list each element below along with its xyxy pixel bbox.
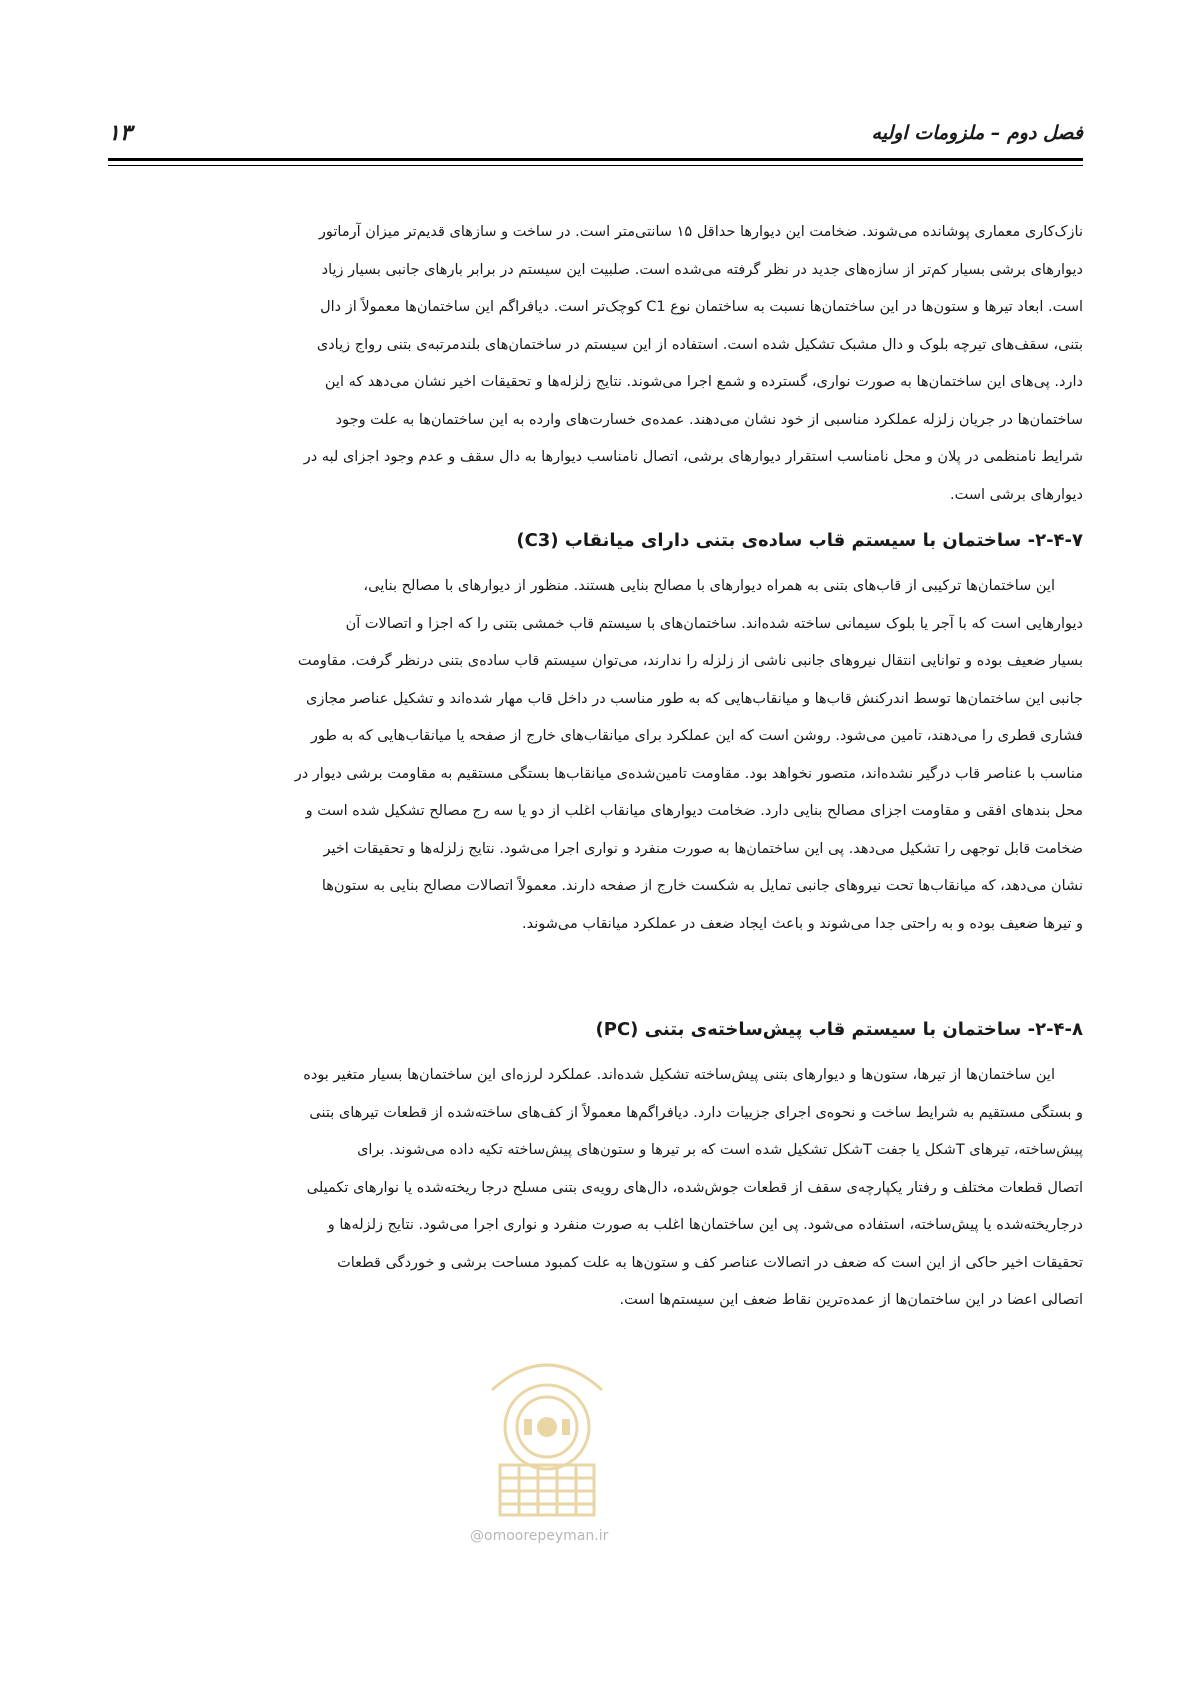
paragraph-line: دیوارهای برشی است.	[950, 486, 1083, 503]
paragraph-line: بسیار ضعیف بوده و توانایی انتقال نیروهای جانبی ناشی از زلزله را ندارند، می‌توان سیستم قاب ساده‌ی بتنی درنظر گرفت. مقاومت	[297, 653, 1083, 669]
paragraph-line: ساختمان‌ها در جریان زلزله عملکرد مناسبی از خود نشان می‌دهند. عمده‌ی خسارت‌های وارده به این ساختمان‌ها به علت وجود	[335, 411, 1083, 428]
paragraph-line: ضخامت قابل توجهی را تشکیل می‌دهد. پی این ساختمان‌ها به صورت منفرد و نواری اجرا می‌شود. نتایج زلزله‌ها و تحقیقات اخیر	[323, 840, 1083, 857]
paragraph-line: تحقیقات اخیر حاکی از این است که ضعف در اتصالات عناصر کف و ستون‌ها به علت کمبود مساحت برشی و خوردگی قطعات	[337, 1254, 1083, 1271]
paragraph-line: دارد. پی‌های این ساختمان‌ها به صورت نواری، گسترده و شمع اجرا می‌شوند. نتایج زلزله‌ها و تحقیقات اخیر نشان می‌دهد که این	[324, 374, 1083, 390]
page-header	[108, 112, 1083, 154]
paragraph-line: و تیرها ضعیف بوده و به راحتی جدا می‌شوند و باعث ایجاد ضعف در عملکرد میانقاب می‌شوند.	[522, 915, 1083, 932]
watermark-url	[470, 1528, 670, 1544]
paragraph-line: اتصال قطعات مختلف و رفتار یکپارچه‌ی سقف از قطعات جوش‌شده، دال‌های رویه‌ی بتنی مسلح درجا ریخته‌شده یا نوارهای تکمیلی	[306, 1179, 1083, 1196]
at-icon: @	[470, 1528, 484, 1544]
paragraph-line: درجاریخته‌شده یا پیش‌ساخته، استفاده می‌شود. پی این ساختمان‌ها اغلب به صورت منفرد و نواری اجرا می‌شود. نتایج زلزله‌ها و	[327, 1217, 1083, 1233]
paragraph-line: بتنی، سقف‌های تیرچه بلوک و دال مشبک تشکیل شده است. استفاده از این سیستم در ساختمان‌های بلندمرتبه‌ی بتنی رواج زیادی	[316, 336, 1083, 353]
section-gap	[108, 943, 1083, 1003]
header-rule-thin	[108, 165, 1083, 166]
page-number: ۱۳	[108, 120, 132, 146]
paragraph-line: این ساختمان‌ها از تیرها، ستون‌ها و دیوارهای بتنی پیش‌ساخته تشکیل شده‌اند. عملکرد لرزه‌ای این ساختمان‌ها بسیار متغیر بوده	[303, 1067, 1055, 1083]
paragraph-line: است. ابعاد تیرها و ستون‌ها در این ساختمان‌ها نسبت به ساختمان نوع C1 کوچک‌تر است. دیافراگم این ساختمان‌ها معمولاً از دال	[320, 299, 1083, 315]
page-content	[108, 214, 1083, 1320]
paragraph-line: نشان می‌دهد، که میانقاب‌ها تحت نیروهای جانبی تمایل به شکست خارج از صفحه دارند. معمولاً اتصالات مصالح بنایی به ستون‌ها	[321, 878, 1083, 894]
paragraph-line: نازک‌کاری معماری پوشانده می‌شوند. ضخامت این دیوارها حداقل ۱۵ سانتی‌متر است. در ساخت و سازهای قدیم‌تر میزان آرماتور	[318, 224, 1083, 240]
paragraph-line: این ساختمان‌ها ترکیبی از قاب‌های بتنی به همراه دیوارهای با مصالح بنایی هستند. منظور از دیوارهای با مصالح بنایی،	[363, 578, 1055, 594]
paragraph-line: اتصالی اعضا در این ساختمان‌ها از عمده‌ترین نقاط ضعف این سیستم‌ها است.	[619, 1292, 1083, 1308]
section-heading-c3: ۲-۴-۷- ساختمان با سیستم قاب ساده‌ی بتنی دارای میانقاب (C3)	[516, 530, 1083, 551]
paragraph-line: فشاری قطری را می‌دهند، تامین می‌شود. روشن است که این عملکرد برای میانقاب‌های خارج از صفحه یا میانقاب‌هایی که به طور	[310, 728, 1083, 744]
header-rule-thick	[108, 158, 1083, 161]
paragraph-line: دیوارهایی است که با آجر یا بلوک سیمانی ساخته شده‌اند. ساختمان‌های با سیستم قاب خمشی بتنی را که اجزا و اتصالات آن	[345, 615, 1083, 632]
paragraph-line: و بستگی مستقیم به شرایط ساخت و نحوه‌ی اجرای جزییات دارد. دیافراگم‌ها معمولاً از کف‌های ساخته‌شده از قطعات تیرهای بتنی	[309, 1104, 1083, 1121]
chapter-title: فصل دوم – ملزومات اولیه	[871, 122, 1083, 144]
paragraph-line: دیوارهای برشی بسیار کم‌تر از سازه‌های جدید در نظر گرفته می‌شده است. صلبیت این سیستم در برابر بارهای جانبی بسیار زیاد	[321, 261, 1083, 278]
section-heading-pc: ۲-۴-۸- ساختمان با سیستم قاب پیش‌ساخته‌ی بتنی (PC)	[595, 1019, 1083, 1040]
paragraph-line: مناسب با عناصر قاب درگیر نشده‌اند، متصور نخواهد بود. مقاومت تامین‌شده‌ی میانقاب‌ها بستگی مستقیم به مقاومت برشی دیوار در	[294, 765, 1083, 782]
watermark-seal-logo	[472, 1335, 622, 1520]
paragraph-line: شرایط نامنظمی در پلان و محل نامناسب استقرار دیوارهای برشی، اتصال نامناسب دیوارها به دال سقف و عدم وجود اجزای لبه در	[303, 449, 1083, 465]
watermark-url-text: omoorepeyman.ir	[484, 1528, 609, 1544]
paragraph-line: محل بندهای افقی و مقاومت اجزای مصالح بنایی دارد. ضخامت دیوارهای میانقاب اغلب از دو یا سه رج مصالح تشکیل شده است و	[305, 803, 1083, 819]
paragraph-line: جانبی این ساختمان‌ها توسط اندرکنش قاب‌ها و میانقاب‌هایی که به طور مناسب در داخل قاب مهار شده‌اند و تشکیل عناصر مجازی	[306, 690, 1083, 707]
paragraph-line: پیش‌ساخته، تیرهای Tشکل یا جفت Tشکل تشکیل شده است که بر تیرها و ستون‌های پیش‌ساخته تکیه داده می‌شوند. برای	[357, 1142, 1083, 1158]
